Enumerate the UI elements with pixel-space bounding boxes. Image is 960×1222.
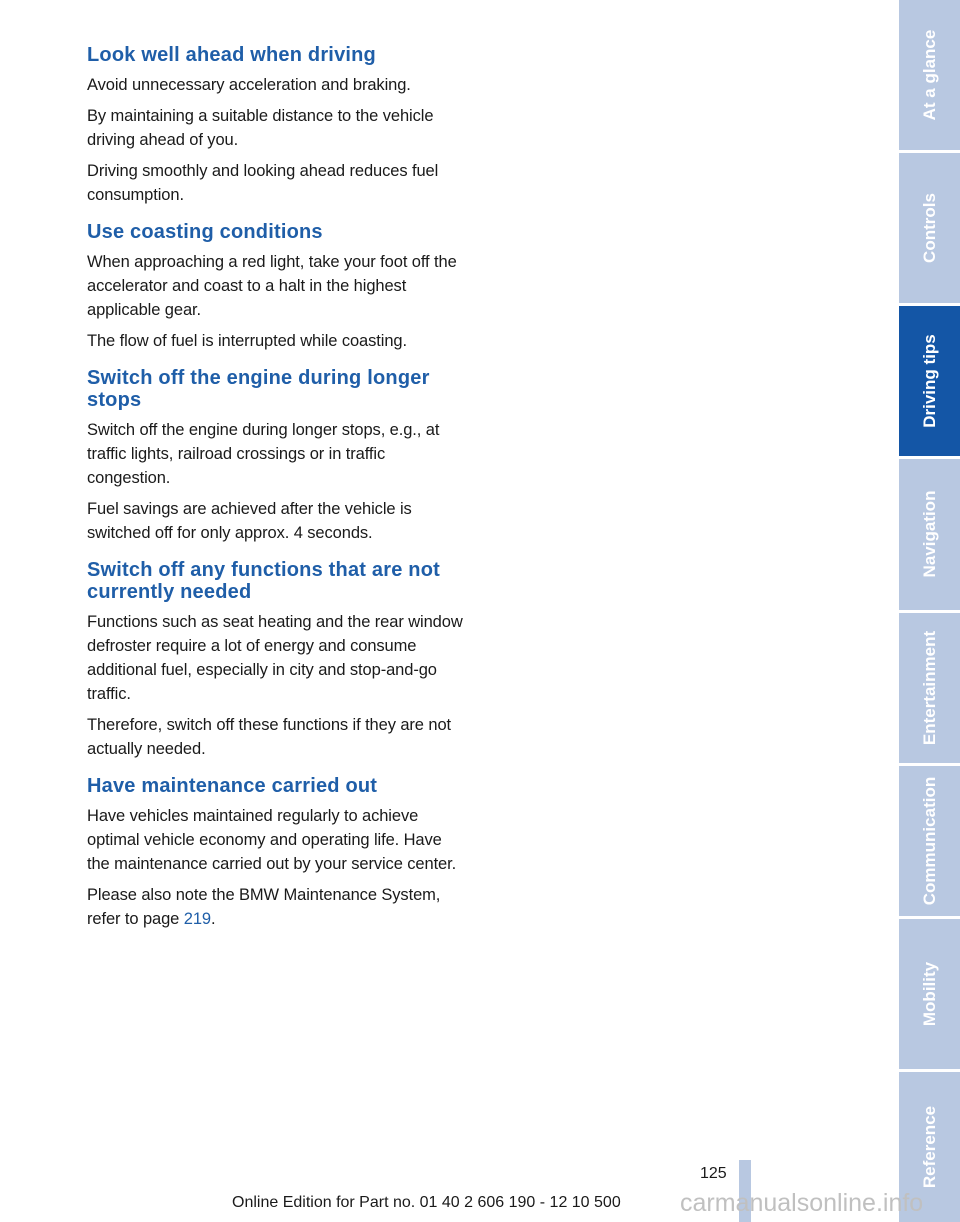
paragraph: Driving smoothly and looking ahead reduces fuel consumption. bbox=[87, 162, 439, 204]
page-content bbox=[87, 44, 465, 945]
section-engine-off bbox=[87, 367, 465, 545]
section-heading: Have maintenance carried out bbox=[87, 775, 378, 797]
tab-label: Driving tips bbox=[919, 334, 939, 429]
section-heading: Switch off the engine during longer stops bbox=[87, 367, 430, 411]
footer-edition: Online Edition for Part no. 01 40 2 606 190 - 12 10 500 bbox=[232, 1194, 621, 1211]
section-heading: Switch off any functions that are not currently needed bbox=[87, 559, 440, 603]
note-end: . bbox=[210, 910, 216, 928]
paragraph: Switch off the engine during longer stops, e.g., at traffic lights, railroad crossings or in traffic congestion. bbox=[87, 421, 440, 487]
tab-at-a-glance[interactable] bbox=[899, 0, 960, 150]
tab-navigation[interactable] bbox=[899, 459, 960, 609]
paragraph: Functions such as seat heating and the rear window defroster require a lot of energy and consume additional fuel, especially in city and stop-and-go traffic. bbox=[87, 613, 463, 703]
tab-communication[interactable] bbox=[899, 766, 960, 916]
tab-label: Reference bbox=[919, 1105, 939, 1189]
paragraph: Avoid unnecessary acceleration and braking. bbox=[87, 76, 411, 94]
section-heading: Use coasting conditions bbox=[87, 221, 323, 243]
paragraph: By maintaining a suitable distance to the vehicle driving ahead of you. bbox=[87, 107, 434, 149]
page-reference-link[interactable]: 219 bbox=[183, 910, 211, 928]
section-look-ahead bbox=[87, 44, 465, 207]
paragraph: Therefore, switch off these functions if they are not actually needed. bbox=[87, 716, 452, 758]
paragraph: When approaching a red light, take your foot off the accelerator and coast to a halt in the highest applicable gear. bbox=[87, 253, 457, 319]
paragraph: Fuel savings are achieved after the vehicle is switched off for only approx. 4 seconds. bbox=[87, 500, 412, 542]
tab-label: Entertainment bbox=[919, 630, 939, 745]
note-text: Please also note the BMW Maintenance System, refer to page bbox=[87, 886, 441, 928]
tab-controls[interactable] bbox=[899, 153, 960, 303]
paragraph bbox=[87, 883, 465, 931]
tab-label: At a glance bbox=[919, 29, 939, 121]
section-maintenance bbox=[87, 775, 465, 931]
paragraph: Have vehicles maintained regularly to achieve optimal vehicle economy and operating life. Have the maintenance carried out by your service center. bbox=[87, 807, 457, 873]
section-heading: Look well ahead when driving bbox=[87, 44, 376, 66]
watermark: carmanualsonline.info bbox=[680, 1189, 924, 1217]
section-functions-off bbox=[87, 559, 465, 761]
tab-label: Navigation bbox=[919, 490, 939, 578]
tab-entertainment[interactable] bbox=[899, 613, 960, 763]
paragraph: The flow of fuel is interrupted while coasting. bbox=[87, 332, 407, 350]
tab-label: Communication bbox=[919, 776, 939, 905]
page-number: 125 bbox=[700, 1165, 727, 1182]
tab-driving-tips[interactable] bbox=[899, 306, 960, 456]
tab-label: Controls bbox=[919, 193, 939, 264]
tab-mobility[interactable] bbox=[899, 919, 960, 1069]
tab-label: Mobility bbox=[919, 961, 939, 1026]
section-coasting bbox=[87, 221, 465, 353]
chapter-tabs bbox=[899, 0, 960, 1222]
